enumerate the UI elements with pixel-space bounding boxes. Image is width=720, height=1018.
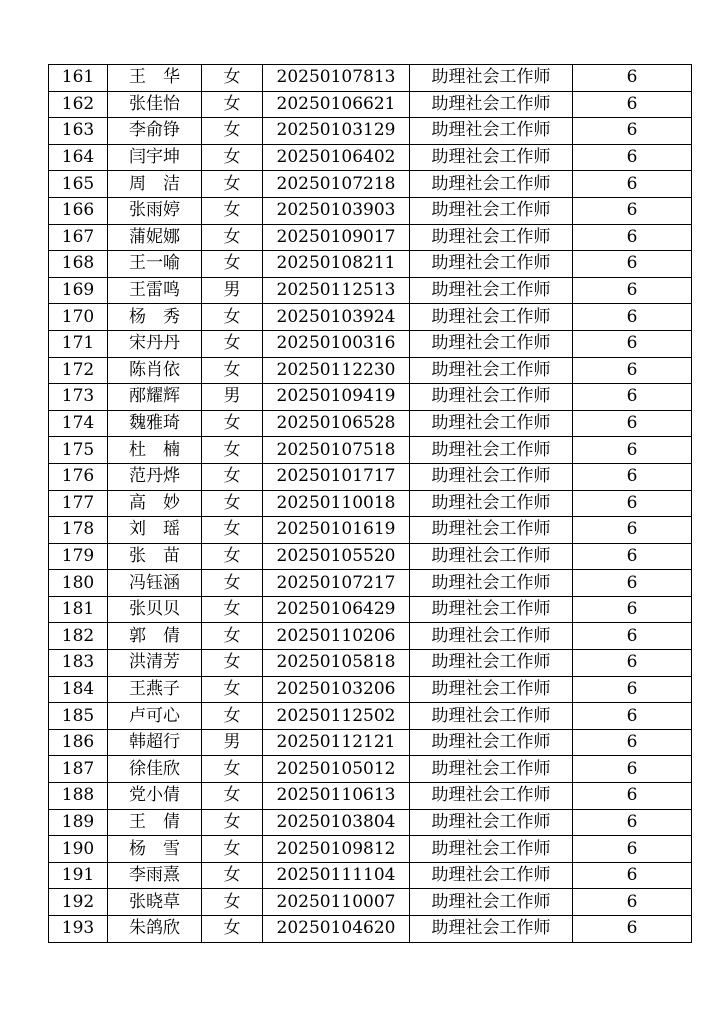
cell-number: 180 xyxy=(49,570,108,597)
cell-ticket-id: 20250108211 xyxy=(263,251,410,278)
cell-name: 王 倩 xyxy=(108,809,202,836)
cell-gender: 女 xyxy=(202,836,263,863)
cell-ticket-id: 20250107813 xyxy=(263,65,410,92)
cell-ticket-id: 20250107518 xyxy=(263,437,410,464)
cell-ticket-id: 20250103804 xyxy=(263,809,410,836)
cell-score: 6 xyxy=(573,623,692,650)
cell-qualification: 助理社会工作师 xyxy=(410,729,573,756)
cell-qualification: 助理社会工作师 xyxy=(410,517,573,544)
cell-ticket-id: 20250112230 xyxy=(263,357,410,384)
cell-name: 张佳怡 xyxy=(108,91,202,118)
table-row xyxy=(49,330,692,357)
cell-qualification: 助理社会工作师 xyxy=(410,862,573,889)
cell-number: 185 xyxy=(49,703,108,730)
table-row xyxy=(49,676,692,703)
cell-gender: 男 xyxy=(202,729,263,756)
cell-name: 范丹烨 xyxy=(108,463,202,490)
cell-ticket-id: 20250101717 xyxy=(263,463,410,490)
cell-gender: 女 xyxy=(202,570,263,597)
cell-name: 张贝贝 xyxy=(108,596,202,623)
cell-gender: 女 xyxy=(202,171,263,198)
table-row xyxy=(49,889,692,916)
cell-score: 6 xyxy=(573,809,692,836)
cell-name: 郭 倩 xyxy=(108,623,202,650)
cell-gender: 女 xyxy=(202,862,263,889)
cell-name: 杜 楠 xyxy=(108,437,202,464)
cell-gender: 女 xyxy=(202,357,263,384)
cell-ticket-id: 20250107217 xyxy=(263,570,410,597)
table-row xyxy=(49,171,692,198)
cell-number: 189 xyxy=(49,809,108,836)
cell-number: 161 xyxy=(49,65,108,92)
cell-score: 6 xyxy=(573,277,692,304)
cell-name: 张 苗 xyxy=(108,543,202,570)
cell-gender: 女 xyxy=(202,650,263,677)
cell-qualification: 助理社会工作师 xyxy=(410,437,573,464)
cell-name: 陈肖依 xyxy=(108,357,202,384)
cell-gender: 女 xyxy=(202,410,263,437)
cell-number: 167 xyxy=(49,224,108,251)
cell-qualification: 助理社会工作师 xyxy=(410,91,573,118)
cell-gender: 女 xyxy=(202,543,263,570)
cell-name: 高 妙 xyxy=(108,490,202,517)
cell-qualification: 助理社会工作师 xyxy=(410,197,573,224)
cell-name: 王燕子 xyxy=(108,676,202,703)
cell-number: 174 xyxy=(49,410,108,437)
cell-qualification: 助理社会工作师 xyxy=(410,756,573,783)
table-row xyxy=(49,304,692,331)
table-row xyxy=(49,384,692,411)
cell-score: 6 xyxy=(573,197,692,224)
cell-number: 171 xyxy=(49,330,108,357)
table-row xyxy=(49,543,692,570)
table-row xyxy=(49,756,692,783)
cell-number: 164 xyxy=(49,144,108,171)
cell-qualification: 助理社会工作师 xyxy=(410,277,573,304)
cell-name: 宋丹丹 xyxy=(108,330,202,357)
cell-number: 187 xyxy=(49,756,108,783)
cell-qualification: 助理社会工作师 xyxy=(410,118,573,145)
table-row xyxy=(49,224,692,251)
cell-gender: 女 xyxy=(202,517,263,544)
cell-score: 6 xyxy=(573,596,692,623)
cell-qualification: 助理社会工作师 xyxy=(410,251,573,278)
cell-score: 6 xyxy=(573,517,692,544)
cell-name: 蒲妮娜 xyxy=(108,224,202,251)
table-row xyxy=(49,251,692,278)
cell-score: 6 xyxy=(573,783,692,810)
cell-score: 6 xyxy=(573,889,692,916)
cell-name: 党小倩 xyxy=(108,783,202,810)
cell-score: 6 xyxy=(573,756,692,783)
cell-name: 闫宇坤 xyxy=(108,144,202,171)
cell-name: 张雨婷 xyxy=(108,197,202,224)
cell-ticket-id: 20250103206 xyxy=(263,676,410,703)
cell-qualification: 助理社会工作师 xyxy=(410,384,573,411)
cell-score: 6 xyxy=(573,543,692,570)
cell-score: 6 xyxy=(573,357,692,384)
table-row xyxy=(49,197,692,224)
cell-name: 周 洁 xyxy=(108,171,202,198)
cell-gender: 女 xyxy=(202,330,263,357)
cell-number: 183 xyxy=(49,650,108,677)
cell-name: 王 华 xyxy=(108,65,202,92)
cell-name: 王雷鸣 xyxy=(108,277,202,304)
cell-number: 178 xyxy=(49,517,108,544)
cell-qualification: 助理社会工作师 xyxy=(410,543,573,570)
cell-score: 6 xyxy=(573,836,692,863)
cell-qualification: 助理社会工作师 xyxy=(410,676,573,703)
cell-score: 6 xyxy=(573,676,692,703)
table-row xyxy=(49,596,692,623)
table-row xyxy=(49,517,692,544)
cell-name: 魏雅琦 xyxy=(108,410,202,437)
cell-score: 6 xyxy=(573,729,692,756)
cell-ticket-id: 20250109419 xyxy=(263,384,410,411)
cell-name: 张晓草 xyxy=(108,889,202,916)
table-row xyxy=(49,836,692,863)
cell-score: 6 xyxy=(573,384,692,411)
cell-gender: 女 xyxy=(202,809,263,836)
cell-score: 6 xyxy=(573,410,692,437)
cell-ticket-id: 20250112121 xyxy=(263,729,410,756)
cell-qualification: 助理社会工作师 xyxy=(410,703,573,730)
cell-qualification: 助理社会工作师 xyxy=(410,304,573,331)
cell-qualification: 助理社会工作师 xyxy=(410,144,573,171)
cell-ticket-id: 20250107218 xyxy=(263,171,410,198)
cell-score: 6 xyxy=(573,118,692,145)
cell-qualification: 助理社会工作师 xyxy=(410,916,573,943)
cell-qualification: 助理社会工作师 xyxy=(410,171,573,198)
cell-ticket-id: 20250100316 xyxy=(263,330,410,357)
table-row xyxy=(49,650,692,677)
cell-ticket-id: 20250106528 xyxy=(263,410,410,437)
cell-ticket-id: 20250104620 xyxy=(263,916,410,943)
cell-gender: 女 xyxy=(202,703,263,730)
table-row xyxy=(49,623,692,650)
cell-name: 洪清芳 xyxy=(108,650,202,677)
cell-gender: 女 xyxy=(202,197,263,224)
cell-gender: 男 xyxy=(202,277,263,304)
table-row xyxy=(49,277,692,304)
cell-number: 184 xyxy=(49,676,108,703)
cell-name: 王一喻 xyxy=(108,251,202,278)
cell-number: 169 xyxy=(49,277,108,304)
cell-qualification: 助理社会工作师 xyxy=(410,809,573,836)
cell-name: 李俞铮 xyxy=(108,118,202,145)
cell-gender: 女 xyxy=(202,676,263,703)
cell-number: 188 xyxy=(49,783,108,810)
cell-number: 168 xyxy=(49,251,108,278)
cell-gender: 女 xyxy=(202,65,263,92)
cell-number: 193 xyxy=(49,916,108,943)
cell-ticket-id: 20250103129 xyxy=(263,118,410,145)
cell-gender: 女 xyxy=(202,251,263,278)
table-row xyxy=(49,357,692,384)
cell-number: 182 xyxy=(49,623,108,650)
cell-ticket-id: 20250101619 xyxy=(263,517,410,544)
cell-ticket-id: 20250105012 xyxy=(263,756,410,783)
cell-ticket-id: 20250106429 xyxy=(263,596,410,623)
cell-name: 徐佳欣 xyxy=(108,756,202,783)
cell-ticket-id: 20250106402 xyxy=(263,144,410,171)
cell-number: 192 xyxy=(49,889,108,916)
table-row xyxy=(49,437,692,464)
table-row xyxy=(49,490,692,517)
cell-name: 邴耀辉 xyxy=(108,384,202,411)
cell-gender: 女 xyxy=(202,463,263,490)
cell-ticket-id: 20250103924 xyxy=(263,304,410,331)
cell-gender: 女 xyxy=(202,783,263,810)
cell-number: 172 xyxy=(49,357,108,384)
cell-ticket-id: 20250105520 xyxy=(263,543,410,570)
table-row xyxy=(49,410,692,437)
cell-qualification: 助理社会工作师 xyxy=(410,783,573,810)
cell-gender: 女 xyxy=(202,916,263,943)
table-row xyxy=(49,570,692,597)
cell-score: 6 xyxy=(573,916,692,943)
cell-qualification: 助理社会工作师 xyxy=(410,889,573,916)
cell-qualification: 助理社会工作师 xyxy=(410,410,573,437)
cell-number: 166 xyxy=(49,197,108,224)
cell-name: 冯钰涵 xyxy=(108,570,202,597)
cell-gender: 女 xyxy=(202,144,263,171)
cell-qualification: 助理社会工作师 xyxy=(410,596,573,623)
cell-gender: 女 xyxy=(202,304,263,331)
cell-score: 6 xyxy=(573,650,692,677)
cell-score: 6 xyxy=(573,91,692,118)
cell-ticket-id: 20250109017 xyxy=(263,224,410,251)
cell-qualification: 助理社会工作师 xyxy=(410,650,573,677)
cell-qualification: 助理社会工作师 xyxy=(410,65,573,92)
cell-gender: 女 xyxy=(202,91,263,118)
cell-gender: 女 xyxy=(202,889,263,916)
cell-qualification: 助理社会工作师 xyxy=(410,330,573,357)
cell-gender: 女 xyxy=(202,224,263,251)
table-row xyxy=(49,463,692,490)
cell-ticket-id: 20250112513 xyxy=(263,277,410,304)
cell-qualification: 助理社会工作师 xyxy=(410,836,573,863)
cell-score: 6 xyxy=(573,570,692,597)
cell-gender: 女 xyxy=(202,596,263,623)
table-row xyxy=(49,65,692,92)
cell-number: 179 xyxy=(49,543,108,570)
cell-score: 6 xyxy=(573,862,692,889)
cell-number: 170 xyxy=(49,304,108,331)
cell-qualification: 助理社会工作师 xyxy=(410,490,573,517)
cell-qualification: 助理社会工作师 xyxy=(410,570,573,597)
table-row xyxy=(49,809,692,836)
cell-name: 刘 瑶 xyxy=(108,517,202,544)
cell-score: 6 xyxy=(573,330,692,357)
results-table xyxy=(48,64,692,943)
cell-ticket-id: 20250106621 xyxy=(263,91,410,118)
cell-gender: 女 xyxy=(202,490,263,517)
table-row xyxy=(49,783,692,810)
cell-number: 165 xyxy=(49,171,108,198)
cell-ticket-id: 20250110206 xyxy=(263,623,410,650)
cell-number: 190 xyxy=(49,836,108,863)
table-row xyxy=(49,703,692,730)
cell-name: 卢可心 xyxy=(108,703,202,730)
cell-gender: 女 xyxy=(202,118,263,145)
cell-score: 6 xyxy=(573,251,692,278)
cell-score: 6 xyxy=(573,703,692,730)
cell-number: 175 xyxy=(49,437,108,464)
table-row xyxy=(49,862,692,889)
cell-score: 6 xyxy=(573,437,692,464)
cell-score: 6 xyxy=(573,171,692,198)
cell-score: 6 xyxy=(573,224,692,251)
cell-number: 163 xyxy=(49,118,108,145)
cell-score: 6 xyxy=(573,490,692,517)
table-row xyxy=(49,91,692,118)
cell-ticket-id: 20250103903 xyxy=(263,197,410,224)
cell-number: 191 xyxy=(49,862,108,889)
cell-number: 181 xyxy=(49,596,108,623)
table-row xyxy=(49,729,692,756)
cell-gender: 女 xyxy=(202,437,263,464)
cell-gender: 男 xyxy=(202,384,263,411)
cell-name: 韩超行 xyxy=(108,729,202,756)
cell-name: 杨 秀 xyxy=(108,304,202,331)
cell-gender: 女 xyxy=(202,756,263,783)
cell-ticket-id: 20250110018 xyxy=(263,490,410,517)
cell-score: 6 xyxy=(573,304,692,331)
cell-number: 173 xyxy=(49,384,108,411)
cell-score: 6 xyxy=(573,463,692,490)
table-row xyxy=(49,144,692,171)
cell-number: 177 xyxy=(49,490,108,517)
cell-ticket-id: 20250105818 xyxy=(263,650,410,677)
cell-number: 162 xyxy=(49,91,108,118)
cell-name: 朱鸽欣 xyxy=(108,916,202,943)
cell-score: 6 xyxy=(573,144,692,171)
cell-qualification: 助理社会工作师 xyxy=(410,224,573,251)
cell-score: 6 xyxy=(573,65,692,92)
cell-number: 186 xyxy=(49,729,108,756)
table-row xyxy=(49,118,692,145)
cell-gender: 女 xyxy=(202,623,263,650)
table-body xyxy=(49,65,692,943)
table-row xyxy=(49,916,692,943)
cell-qualification: 助理社会工作师 xyxy=(410,463,573,490)
cell-ticket-id: 20250112502 xyxy=(263,703,410,730)
cell-ticket-id: 20250110007 xyxy=(263,889,410,916)
cell-number: 176 xyxy=(49,463,108,490)
cell-ticket-id: 20250111104 xyxy=(263,862,410,889)
cell-qualification: 助理社会工作师 xyxy=(410,623,573,650)
cell-name: 杨 雪 xyxy=(108,836,202,863)
cell-qualification: 助理社会工作师 xyxy=(410,357,573,384)
cell-name: 李雨熹 xyxy=(108,862,202,889)
cell-ticket-id: 20250110613 xyxy=(263,783,410,810)
cell-ticket-id: 20250109812 xyxy=(263,836,410,863)
